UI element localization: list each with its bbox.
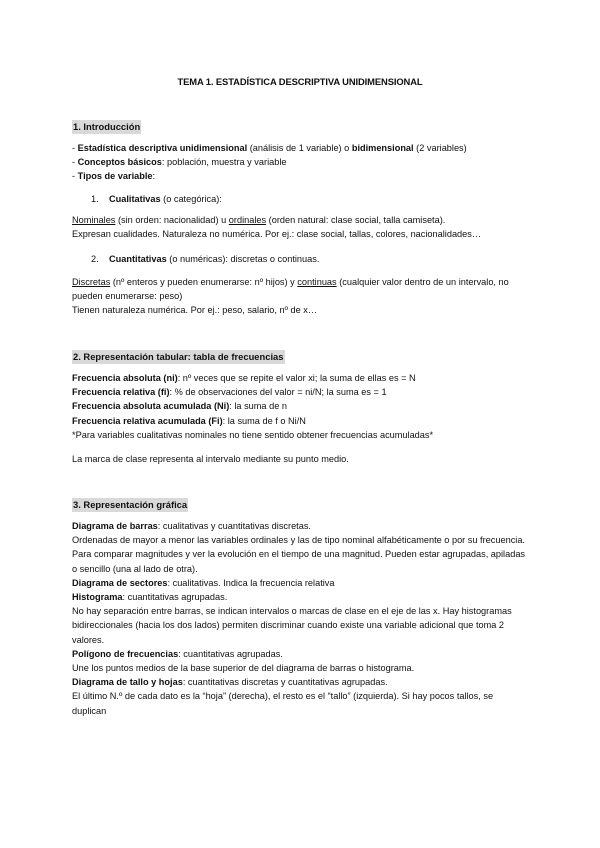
une-line: Une los puntos medios de la base superior de del diagrama de barras o histograma. bbox=[72, 663, 415, 674]
bullet-estadistica: - Estadística descriptiva unidimensional (análisis de 1 variable) o bidimensional (2 variables) bbox=[72, 143, 467, 153]
list-item-cualitativas: 1. Cualitativas (o categórica): bbox=[91, 194, 222, 204]
nominales-line: Nominales (sin orden: nacionalidad) u ordinales (orden natural: clase social, talla camiseta). bbox=[72, 215, 446, 225]
bullet-tipos: - Tipos de variable: bbox=[72, 171, 156, 182]
tallo-hojas-line: Diagrama de tallo y hojas: cuantitativas discretas y cuantitativas agrupadas. bbox=[72, 677, 388, 688]
ultimo-paragraph: El último N.º de cada dato es la “hoja” (derecha), el resto es el “tallo” (izquierda). Si hay pocos tallos, se duplican bbox=[72, 691, 494, 716]
section-1-heading: 1. Introducción bbox=[73, 121, 141, 132]
section-2-heading: 2. Representación tabular: tabla de frecuencias bbox=[73, 351, 284, 362]
ordenadas-paragraph: Ordenadas de mayor a menor las variables ordinales y las de tipo nominal alfabéticamente o por su frecuencia. bbox=[72, 535, 525, 546]
poligono-line: Polígono de frecuencias: cuantitativas agrupadas. bbox=[72, 648, 283, 659]
expresan-line: Expresan cualidades. Naturaleza no numérica. Por ej.: clase social, tallas, colores, nacionalidades… bbox=[72, 229, 482, 240]
histograma-paragraph: No hay separación entre barras, se indican intervalos o marcas de clase en el eje de las x. Hay histogramas bidireccionales (hacia los dos lados) permiten discriminar cuando existe una variable adicional que toma 2 valores. bbox=[72, 606, 512, 645]
document-title: TEMA 1. ESTADÍSTICA DESCRIPTIVA UNIDIMENSIONAL bbox=[177, 76, 423, 87]
section-3-body bbox=[72, 519, 528, 718]
histograma-line: Histograma: cuantitativas agrupadas. bbox=[72, 592, 228, 603]
frecuencia-relativa-acumulada-line: Frecuencia relativa acumulada (Fi): la suma de f o Ni/N bbox=[72, 415, 306, 426]
section-1-bullets bbox=[72, 141, 532, 184]
discretas-line: Discretas (nº enteros y pueden enumerarse: nº hijos) y continuas (cualquier valor dentro de un intervalo, no pueden enumerarse: peso) bbox=[72, 277, 509, 302]
list-item-cuantitativas: 2. Cuantitativas (o numéricas): discretas o continuas. bbox=[91, 254, 320, 264]
tienen-line: Tienen naturaleza numérica. Por ej.: peso, salario, nº de x… bbox=[72, 305, 318, 316]
frecuencia-absoluta-line: Frecuencia absoluta (ni): nº veces que se repite el valor xi; la suma de ellas es = N bbox=[72, 373, 416, 383]
frecuencia-absoluta-acumulada-line: Frecuencia absoluta acumulada (Ni): la suma de n bbox=[72, 401, 287, 412]
cualitativas-description bbox=[72, 213, 532, 241]
marca-de-clase-text bbox=[72, 452, 532, 466]
diagrama-barras-line: Diagrama de barras: cualitativas y cuantitativas discretas. bbox=[72, 521, 311, 531]
diagrama-sectores-line: Diagrama de sectores: cualitativas. Indica la frecuencia relativa bbox=[72, 577, 335, 588]
section-3-heading: 3. Representación gráfica bbox=[73, 499, 188, 510]
comparar-paragraph: Para comparar magnitudes y ver la evolución en el tiempo de una magnitud. Pueden estar agrupadas, apiladas o sencillo (una al lado de otra). bbox=[72, 549, 526, 574]
acumuladas-note: *Para variables cualitativas nominales no tiene sentido obtener frecuencias acumuladas* bbox=[72, 429, 434, 440]
section-2-body bbox=[72, 371, 532, 442]
frecuencia-relativa-line: Frecuencia relativa (fi): % de observaciones del valor = ni/N; la suma es = 1 bbox=[72, 387, 387, 398]
bullet-conceptos: - Conceptos básicos: población, muestra y variable bbox=[72, 157, 287, 168]
marca-line: La marca de clase representa al intervalo mediante su punto medio. bbox=[72, 454, 349, 464]
cuantitativas-description bbox=[72, 275, 512, 318]
